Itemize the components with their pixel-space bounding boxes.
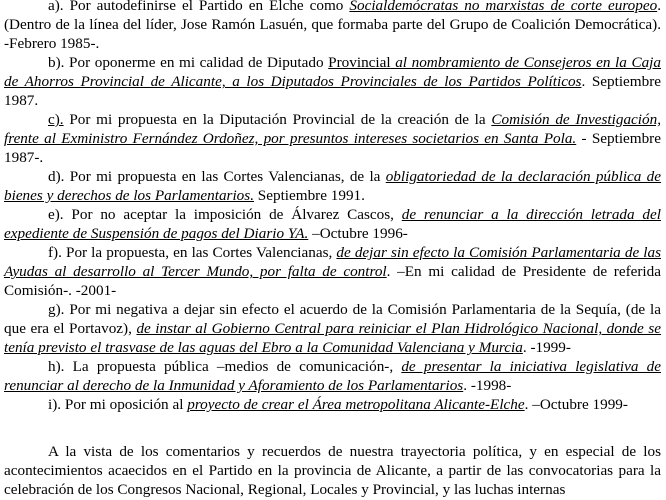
item-f-emphasis: de dejar sin efecto la Comisión Parlamentaria de las Ayudas al desarrollo al Tercer Mundo, por falta de control [4,244,661,281]
list-item-e [4,205,661,243]
item-g-tail: . -1999- [522,339,571,357]
list-item-c [4,110,661,168]
item-c-label: c). [48,111,64,128]
item-d-text: d). Por mi propuesta en las Cortes Valencianas, de la [48,168,386,185]
item-b-text: b). Por oponerme en mi calidad de Diputado [48,54,329,71]
closing-paragraph: A la vista de los comentarios y recuerdos de nuestra trayectoria política, y en especial de los acontecimientos acaecidos en el Partido en la provincia de Alicante, a partir de las convocatorias para la celebración de los Congresos Nacional, Regional, Locales y Provincial, y las luchas internas [4,443,661,499]
item-h-tail: . -1998- [463,377,512,395]
list-item-i [4,395,661,414]
item-d-tail: Septiembre 1991. [254,187,365,205]
list-item-h [4,357,661,395]
item-h-text: h). La propuesta pública –medios de comunicación-, [48,358,402,375]
item-f-tail: . –En mi calidad de Presidente de referida Comisión-. -2001- [4,263,661,300]
item-b-underline: Provincial [328,54,391,71]
item-b-tail: . Septiembre 1987. [4,73,661,110]
item-e-text: e). Por no aceptar la imposición de Álvarez Cascos, [48,206,402,223]
item-i-emphasis: proyecto de crear el Área metropolitana Alicante-Elche [187,396,525,413]
item-e-emphasis: de renunciar a la dirección letrada del expediente de Suspensión de pagos del Diario YA. [4,206,661,243]
list-item-f [4,243,661,301]
item-c-emphasis: Comisión de Investigación, frente al Exministro Fernández Ordoñez, por presuntos intereses societarios en Santa Pola. [4,111,661,148]
item-f-text: f). Por la propuesta, en las Cortes Valencianas, [48,244,337,261]
item-d-emphasis: obligatoriedad de la declaración pública de bienes y derechos de los Parlamentarios. [4,168,661,205]
item-a-emphasis: Socialdemócratas no marxistas de corte europeo [349,0,658,14]
item-g-emphasis: de instar al Gobierno Central para reiniciar el Plan Hidrológico Nacional, donde se tenía previsto el trasvase de las aguas del Ebro a la Comunidad Valenciana y Murcia [4,320,661,357]
item-h-emphasis: de presentar la iniciativa legislativa de renunciar al derecho de la Inmunidad y Aforamiento de los Parlamentarios [4,358,661,395]
list-item-b [4,53,661,111]
item-c-text: Por mi propuesta en la Diputación Provincial de la creación de la [63,111,492,128]
item-e-tail: –Octubre 1996- [308,225,408,243]
item-g-text: g). Por mi negativa a dejar sin efecto el acuerdo de la Comisión Parlamentaria de la Sequía, (de la que era el Portavoz), [4,301,661,338]
list-item-a [4,0,661,54]
list-item-g [4,300,661,358]
item-a-text: a). Por autodefinirse el Partido en Elche como [48,0,350,14]
item-i-tail: . –Octubre 1999- [524,396,628,413]
item-a-tail: . (Dentro de la línea del líder, Jose Ramón Lasuén, que formaba parte del Grupo de Coalición Democrática). -Febrero 1985-. [4,0,661,53]
item-c-tail: - Septiembre 1987-. [4,130,661,167]
item-i-text: i). Por mi oposición al [48,396,188,413]
item-b-emphasis: al nombramiento de Consejeros en la Caja de Ahorros Provincial de Alicante, a los Diputados Provinciales de los Partidos Políticos [4,54,661,91]
list-item-d [4,167,661,205]
